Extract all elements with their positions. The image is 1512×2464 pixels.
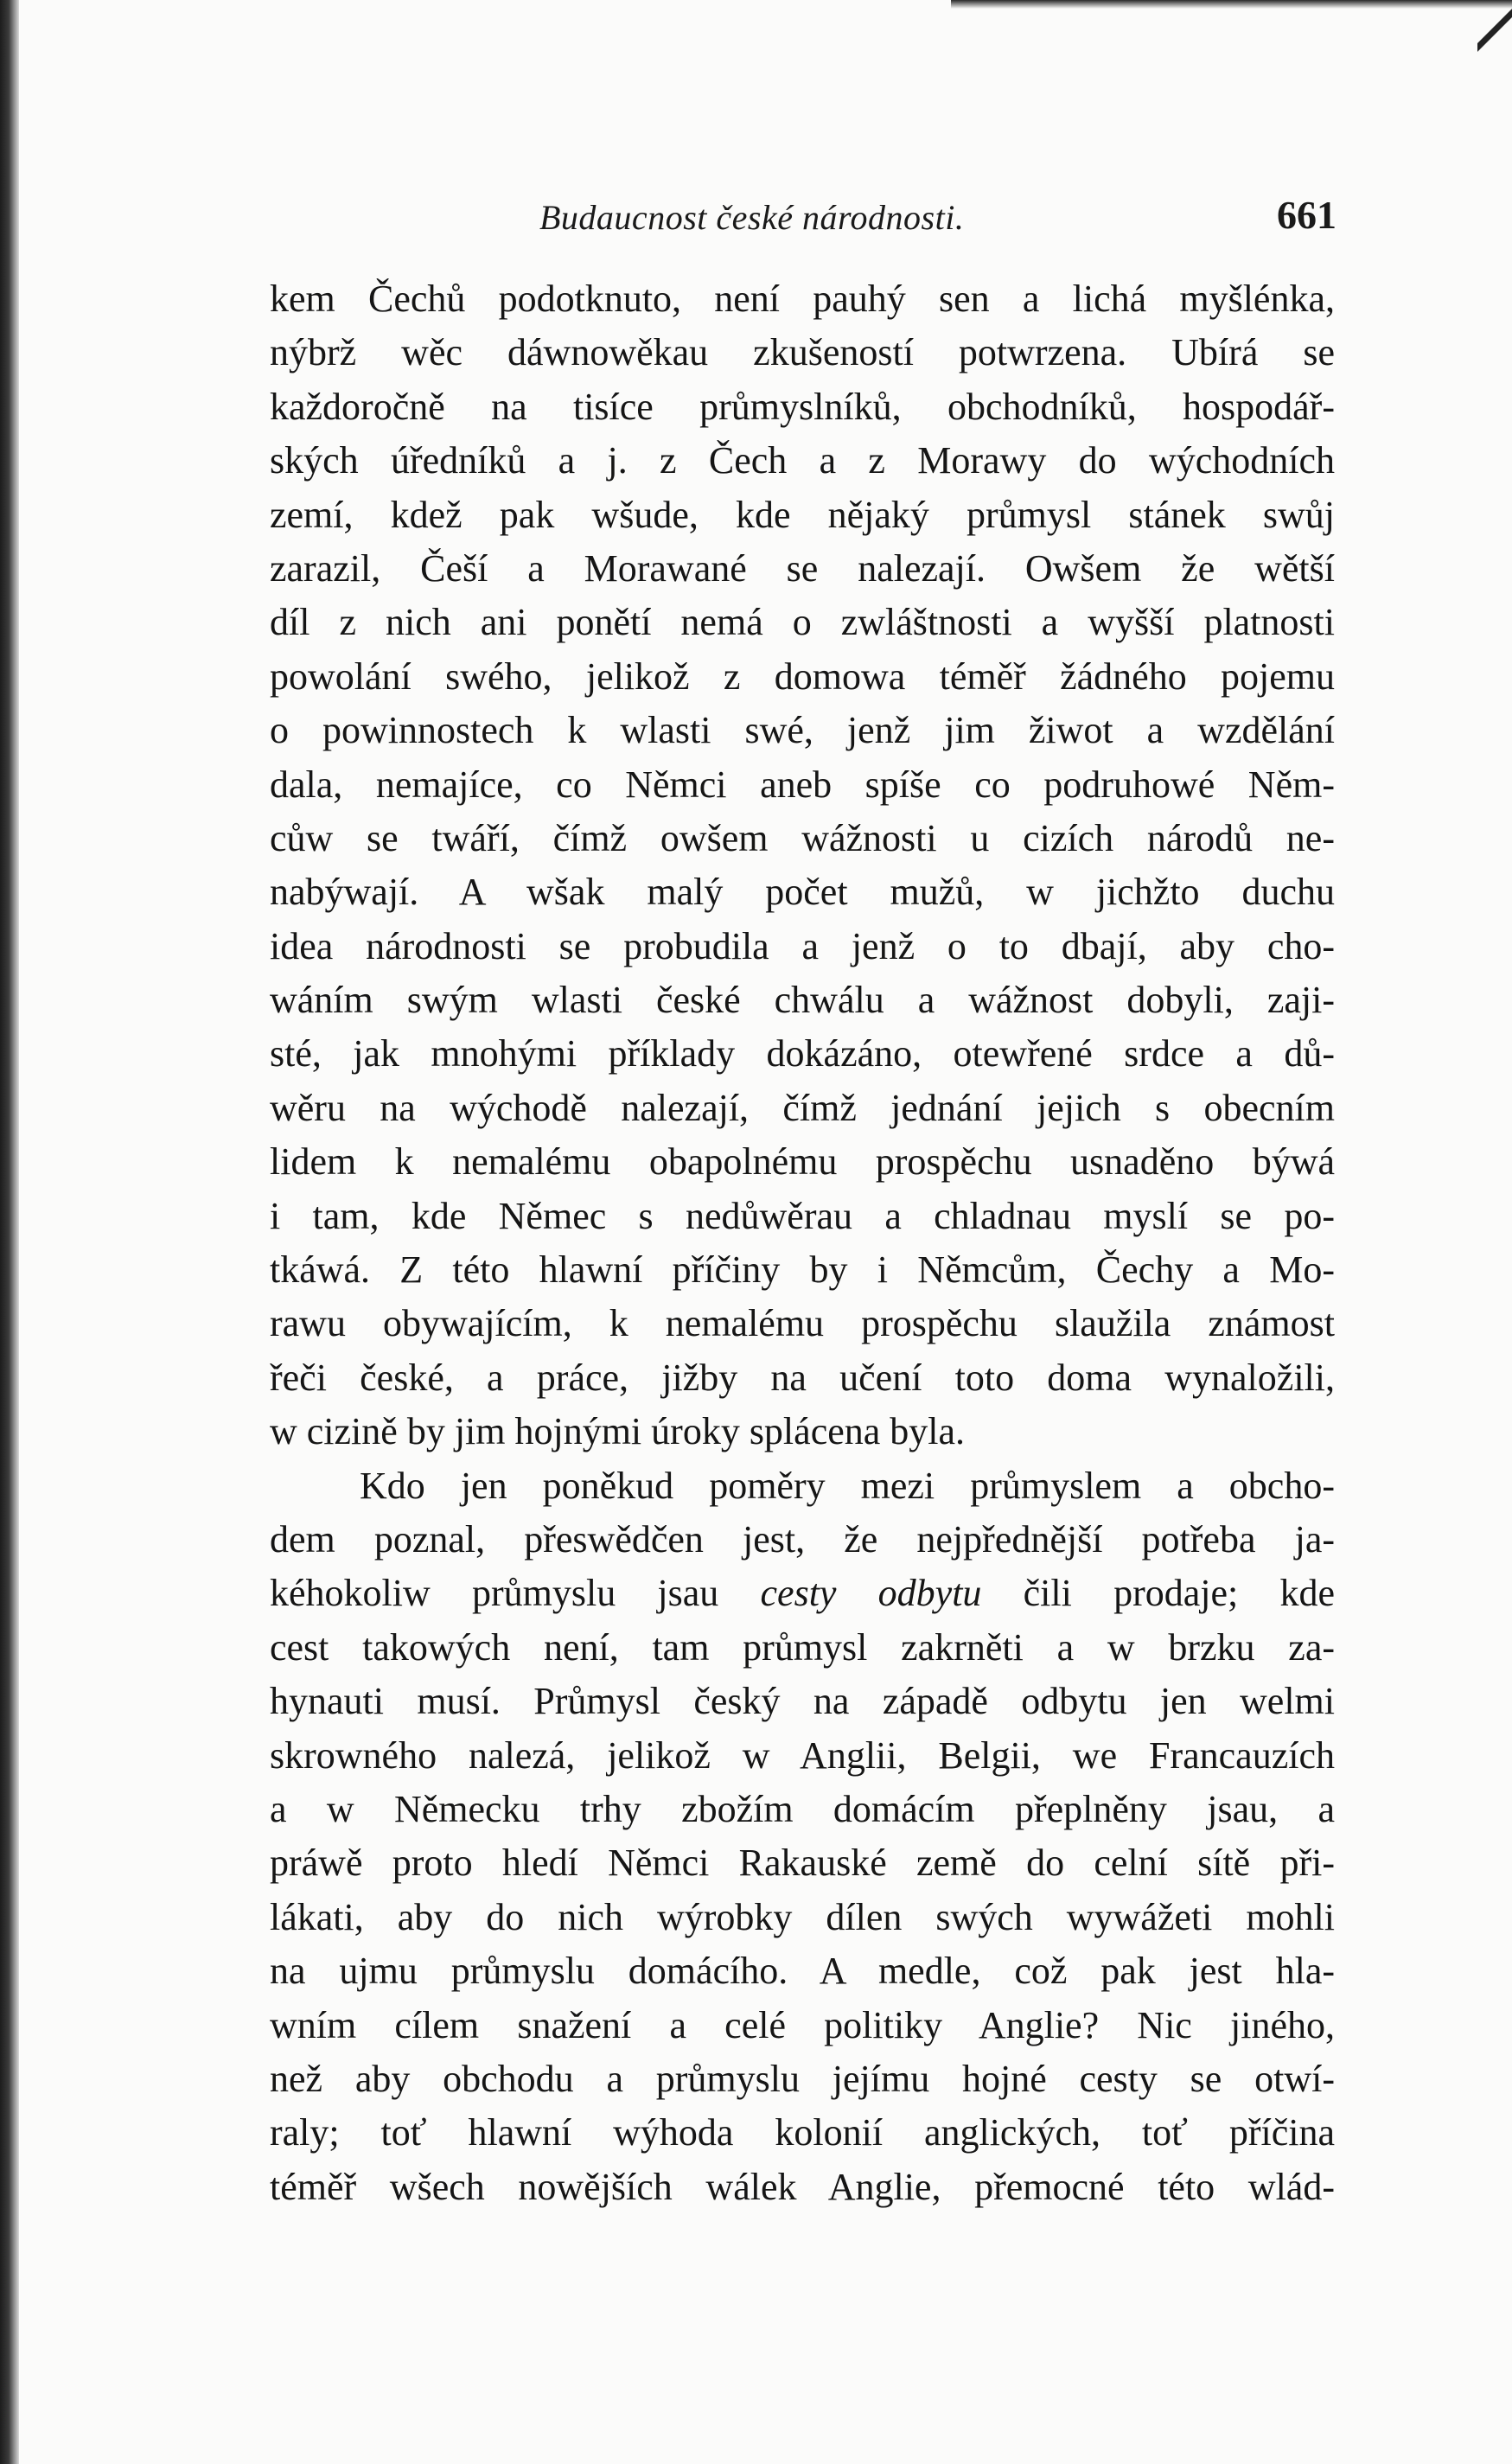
page-header bbox=[539, 192, 1337, 249]
text-line: lákati, aby do nich wýrobky dílen swých wywážeti mohli bbox=[270, 1895, 1335, 1938]
text-line: lidem k nemalému obapolnému prospěchu usnaděno býwá bbox=[270, 1140, 1335, 1184]
page-corner-mark bbox=[1477, 0, 1512, 61]
text-line: kéhokoliw průmyslu jsau cesty odbytu čili prodaje; kde bbox=[270, 1572, 1335, 1615]
text-line: i tam, kde Němec s nedůwěrau a chladnau myslí se po- bbox=[270, 1194, 1335, 1237]
text-line: dala, nemajíce, co Němci aneb spíše co podruhowé Něm- bbox=[270, 763, 1335, 806]
text-line: cest takowých není, tam průmysl zakrněti a w brzku za- bbox=[270, 1625, 1335, 1669]
text-line: raly; toť hlawní wýhoda kolonií anglických, toť příčina bbox=[270, 2111, 1335, 2154]
text-line: hynauti musí. Průmysl český na západě odbytu jen welmi bbox=[270, 1680, 1335, 1723]
text-line: kem Čechů podotknuto, není pauhý sen a lichá myšlénka, bbox=[270, 278, 1335, 320]
text-line: nýbrž wěc dáwnowěkau zkušeností potwrzena. Ubírá se bbox=[270, 331, 1335, 374]
text-line: sté, jak mnohými příklady dokázáno, otewřené srdce a dů- bbox=[270, 1032, 1335, 1076]
emphasis-text: cesty odbytu bbox=[760, 1572, 982, 1615]
text-line: wěru na wýchodě nalezají, čímž jednání jejich s obecním bbox=[270, 1086, 1335, 1129]
text-line: skrowného nalezá, jelikož w Anglii, Belgii, we Francauzích bbox=[270, 1733, 1335, 1777]
body-text bbox=[270, 272, 1335, 2214]
text-line: o powinnostech k wlasti swé, jenž jim žiwot a wzdělání bbox=[270, 709, 1335, 752]
text-line: na ujmu průmyslu domácího. A medle, což pak jest hla- bbox=[270, 1950, 1335, 1993]
text-line: ských úředníků a j. z Čech a z Morawy do wýchodních bbox=[270, 439, 1335, 482]
text-line: wáním swým wlasti české chwálu a wážnost dobyli, zaji- bbox=[270, 979, 1335, 1022]
text-line: dem poznal, přeswědčen jest, že nejpřednější potřeba ja- bbox=[270, 1517, 1335, 1561]
text-line: rawu obywajícím, k nemalému prospěchu slaužila známost bbox=[270, 1302, 1335, 1345]
text-line: než aby obchodu a průmyslu jejímu hojné cesty se otwí- bbox=[270, 2057, 1335, 2100]
text-line: díl z nich ani ponětí nemá o zwláštnosti a wyšší platnosti bbox=[270, 601, 1335, 644]
text-line: cůw se twáří, čímž owšem wážnosti u cizích národů ne- bbox=[270, 816, 1335, 859]
text-line: powolání swého, jelikož z domowa téměř žádného pojemu bbox=[270, 654, 1335, 698]
text-line: řeči české, a práce, jižby na učení toto doma wynaložili, bbox=[270, 1356, 1335, 1399]
text-line: zarazil, Češí a Morawané se nalezají. Owšem že wětší bbox=[270, 546, 1335, 590]
page-binding-shadow bbox=[0, 0, 19, 2464]
text-line: wním cílem snažení a celé politiky Anglie? Nic jiného, bbox=[270, 2003, 1335, 2046]
text-line: každoročně na tisíce průmyslníků, obchodníků, hospodář- bbox=[270, 385, 1335, 428]
text-line: tkáwá. Z této hlawní příčiny by i Němcům, Čechy a Mo- bbox=[270, 1248, 1335, 1292]
text-line: téměř wšech nowějších wálek Anglie, přemocné této wlád- bbox=[270, 2165, 1335, 2208]
text-line: w cizině by jim hojnými úroky splácena byla. bbox=[270, 1410, 966, 1453]
running-title: Budaucnost české národnosti. bbox=[539, 198, 965, 237]
text-line: zemí, kdež pak wšude, kde nějaký průmysl stánek swůj bbox=[270, 493, 1335, 536]
text-line: práwě proto hledí Němci Rakauské země do celní sítě při- bbox=[270, 1842, 1335, 1885]
text-line: idea národnosti se probudila a jenž o to dbají, aby cho- bbox=[270, 924, 1335, 967]
page-top-shadow bbox=[951, 0, 1512, 9]
text-line: nabýwají. A wšak malý počet mužů, w jichžto duchu bbox=[270, 871, 1335, 914]
page-number: 661 bbox=[1277, 193, 1337, 237]
text-line: a w Německu trhy zbožím domácím přeplněny jsau, a bbox=[270, 1787, 1335, 1830]
text-line: Kdo jen poněkud poměry mezi průmyslem a obcho- bbox=[360, 1464, 1335, 1507]
